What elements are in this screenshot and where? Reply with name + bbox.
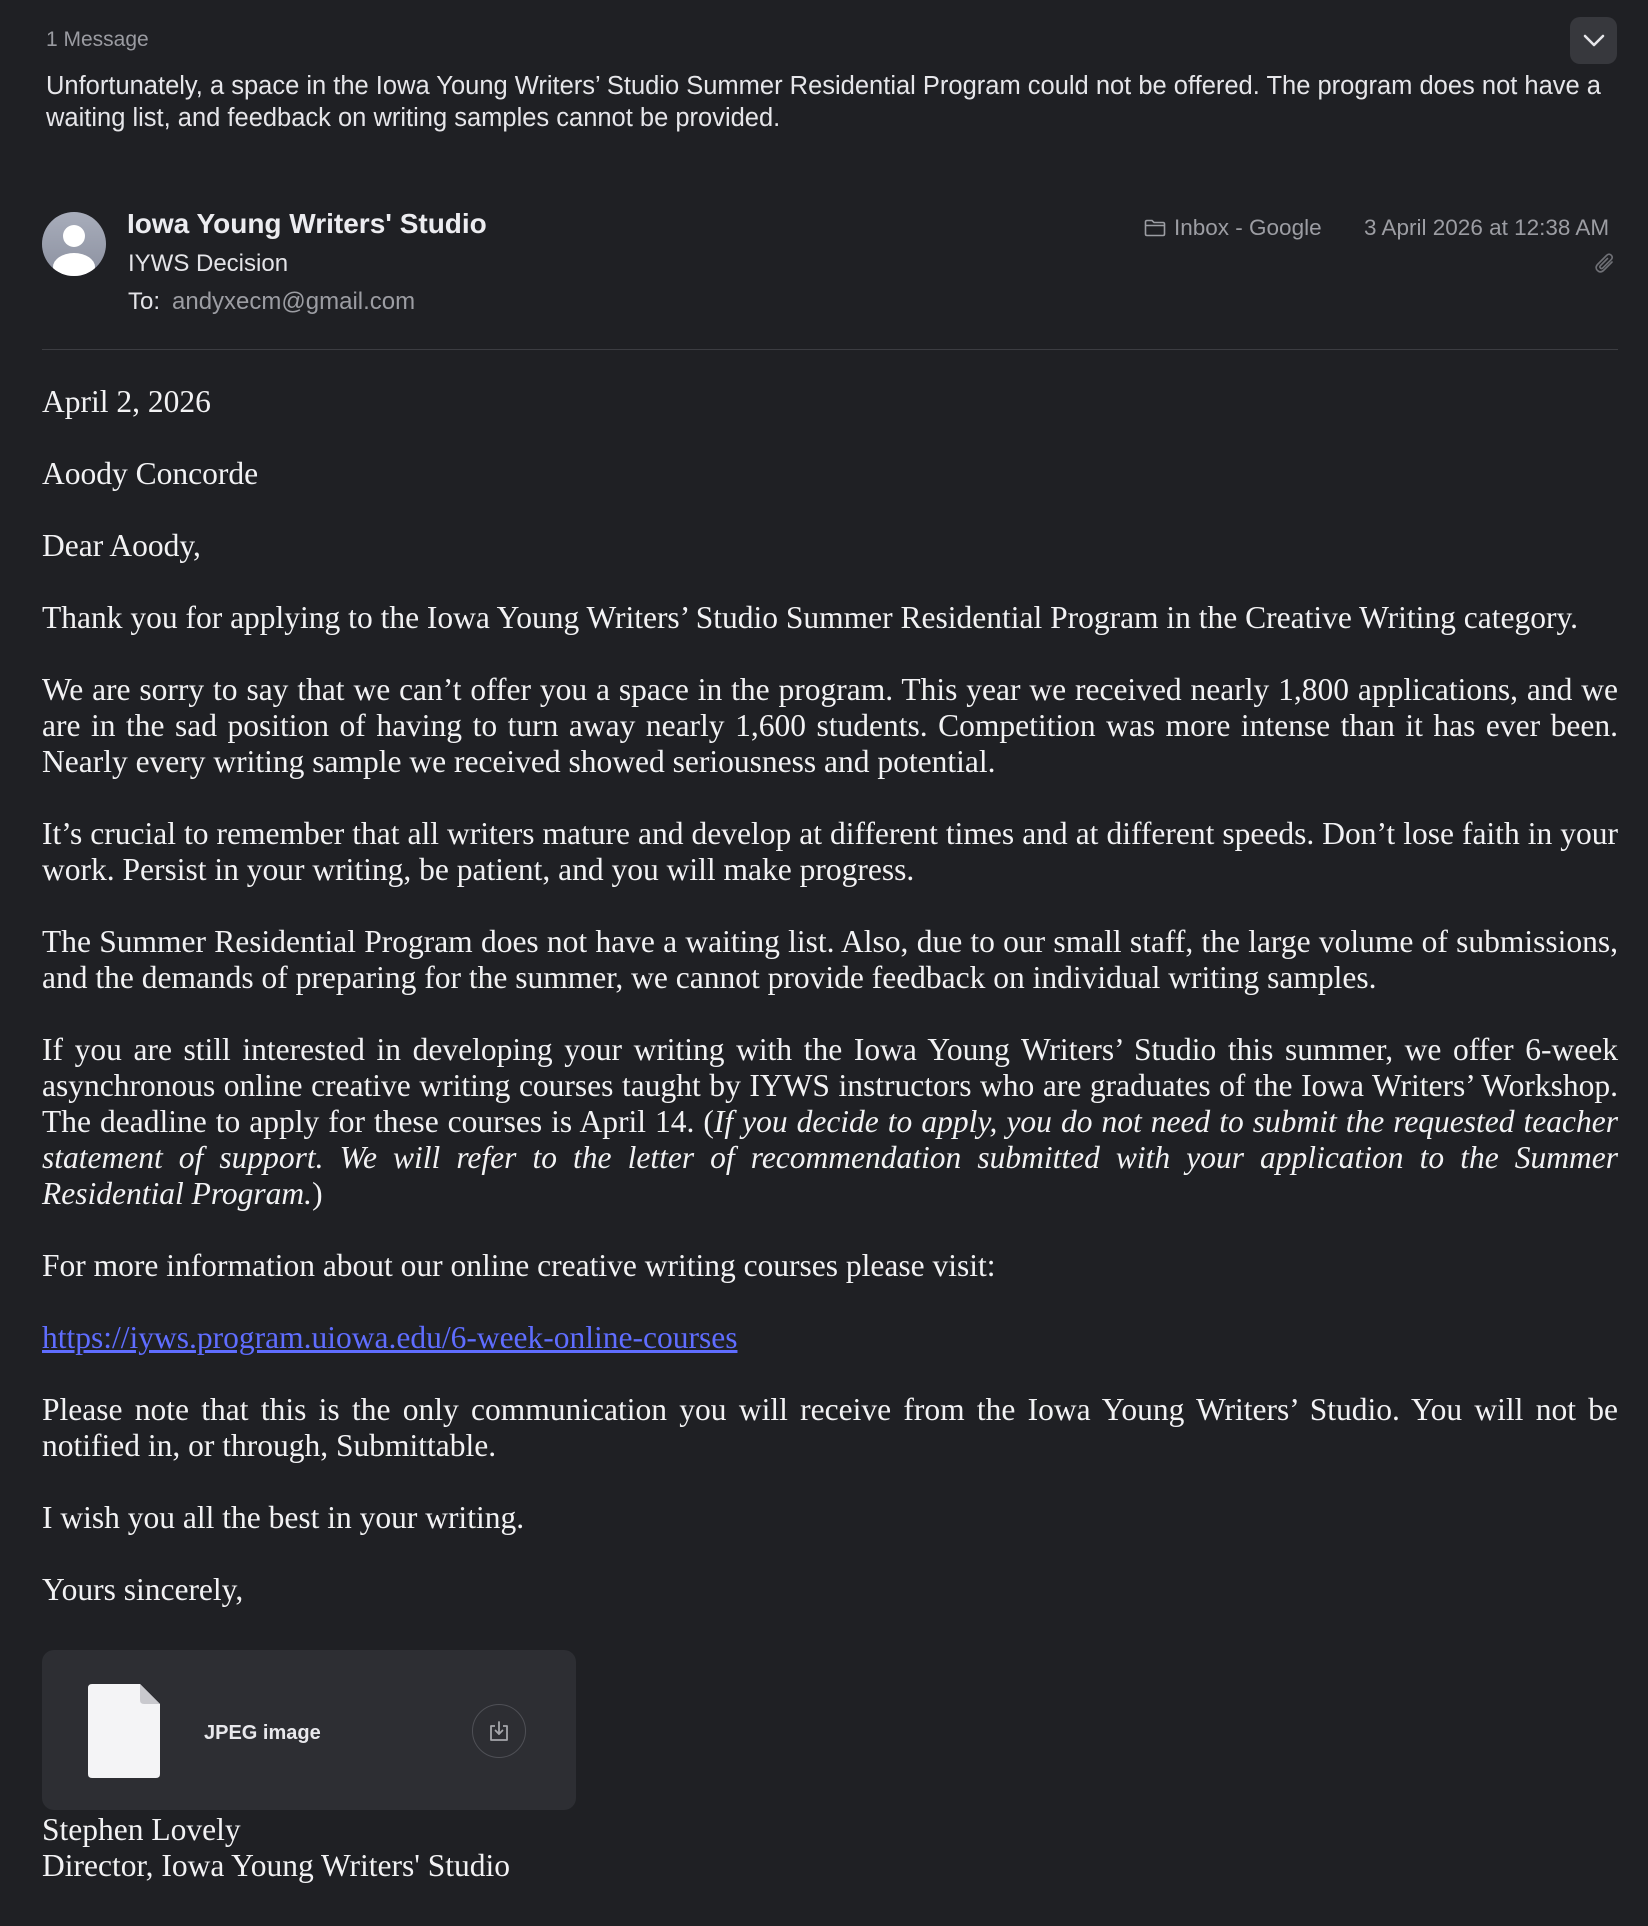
- avatar[interactable]: [42, 212, 106, 276]
- mailbox-name: Inbox - Google: [1174, 215, 1322, 240]
- paperclip-icon: [1594, 252, 1616, 276]
- attachment-card[interactable]: [42, 1650, 576, 1810]
- attachment-indicator: [1594, 252, 1616, 281]
- signature-title: Director, Iowa Young Writers' Studio: [42, 1848, 511, 1883]
- subject: IYWS Decision: [128, 250, 289, 277]
- courses-link[interactable]: https://iyws.program.uiowa.edu/6-week-online-courses: [42, 1320, 738, 1355]
- letter-date: April 2, 2026: [42, 384, 211, 419]
- signature-name: Stephen Lovely: [42, 1812, 241, 1847]
- to-label: To:: [128, 288, 161, 315]
- sender-name[interactable]: Iowa Young Writers' Studio: [127, 208, 487, 239]
- signature: [42, 1812, 510, 1884]
- paragraph-close: ): [312, 1176, 323, 1211]
- thread-summary: Unfortunately, a space in the Iowa Young Writers’ Studio Summer Residential Program could not be offered. The program does not have a waiting list, and feedback on writing samples cannot be provided.: [46, 72, 1601, 132]
- link-paragraph: [42, 1320, 1618, 1356]
- paragraph: It’s crucial to remember that all writers mature and develop at different times and at different speeds. Don’t lose faith in your work. Persist in your writing, be patient, and you will make progress.: [42, 816, 1618, 887]
- paragraph: I wish you all the best in your writing.: [42, 1500, 525, 1535]
- folder-icon: [1144, 219, 1166, 237]
- chevron-down-icon: [1583, 34, 1605, 48]
- paragraph-italic: If you decide to apply, you do not need to submit the requested teacher statement of support. We will refer to the letter of recommendation submitted with your application to the Summer Residential Program.: [42, 1104, 1618, 1211]
- attachment-label: JPEG image: [204, 1722, 321, 1744]
- mailbox-label[interactable]: [1144, 215, 1322, 241]
- paragraph: The Summer Residential Program does not have a waiting list. Also, due to our small staff, the large volume of submissions, and the demands of preparing for the summer, we cannot provide feedback on individual writing samples.: [42, 924, 1618, 995]
- recipient-address[interactable]: andyxecm@gmail.com: [172, 288, 416, 315]
- save-attachment-button[interactable]: [472, 1704, 526, 1758]
- paragraph-online-courses: [42, 1032, 1618, 1212]
- paragraph: Thank you for applying to the Iowa Young Writers’ Studio Summer Residential Program in the Creative Writing category.: [42, 600, 1579, 635]
- closing: Yours sincerely,: [42, 1572, 244, 1607]
- paragraph: Please note that this is the only communication you will receive from the Iowa Young Writers’ Studio. You will not be notified in, or through, Submittable.: [42, 1392, 1618, 1463]
- collapse-button[interactable]: [1570, 17, 1617, 64]
- message-date: 3 April 2026 at 12:38 AM: [1364, 215, 1610, 240]
- paragraph-text: If you are still interested in developing your writing with the Iowa Young Writers’ Studio this summer, we offer 6-week asynchronous online creative writing courses taught by IYWS instructors who are graduates of the Iowa Writers’ Workshop. The deadline to apply for these courses is April 14. (: [42, 1032, 1618, 1139]
- recipient-line: [128, 288, 415, 316]
- message-count: 1 Message: [46, 28, 149, 51]
- document-icon: [88, 1684, 160, 1778]
- download-icon: [487, 1719, 511, 1743]
- letter-recipient: Aoody Concorde: [42, 456, 259, 491]
- salutation: Dear Aoody,: [42, 528, 201, 563]
- paragraph: We are sorry to say that we can’t offer you a space in the program. This year we received nearly 1,800 applications, and we are in the sad position of having to turn away nearly 1,600 students. Competition was more intense than it has ever been. Nearly every writing sample we received showed seriousness and potential.: [42, 672, 1618, 779]
- message-body: [42, 384, 1618, 1644]
- paragraph: For more information about our online creative writing courses please visit:: [42, 1248, 996, 1283]
- header-divider: [42, 349, 1618, 350]
- person-icon: [42, 212, 106, 276]
